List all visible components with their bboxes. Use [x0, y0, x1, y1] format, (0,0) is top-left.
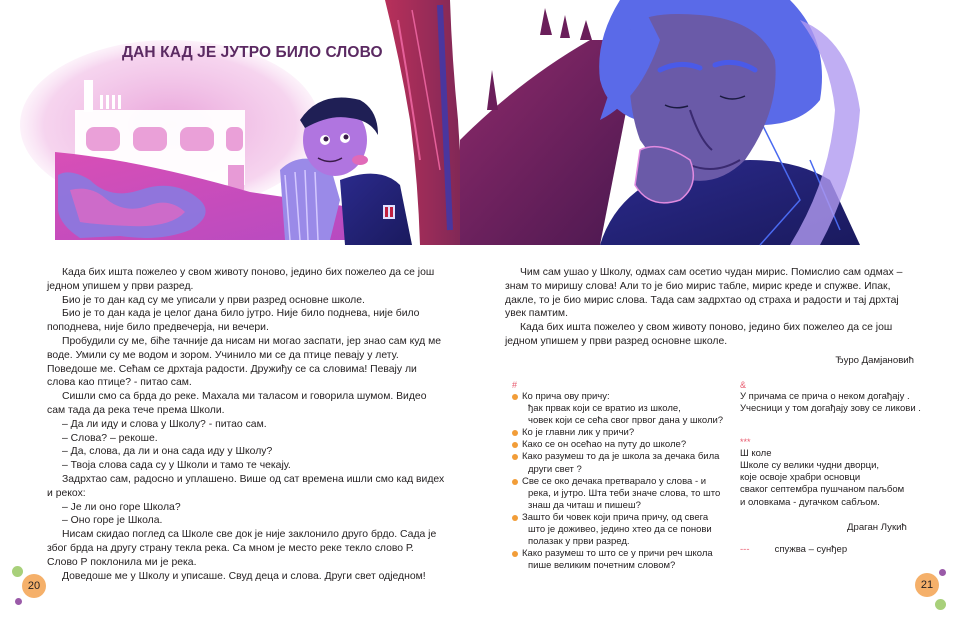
story-illustration — [0, 0, 960, 250]
dialog-line: – Твоја слова сада су у Школи и тамо те чекају. — [62, 460, 291, 472]
poem-line: Школе су велики чудни дворци, — [740, 460, 880, 472]
notes-line: У причама се прича о неком догађају . — [740, 391, 910, 402]
notes-line: Учесници у том догађају зову се ликови . — [740, 403, 921, 415]
decorative-dot-green — [12, 566, 23, 577]
bullet-icon — [512, 430, 518, 436]
story-paragraph: Био је то дан када је целог дана било јутро. Није било поднева, није било поподнева, није било предвечерја, ни вечери. — [47, 308, 420, 334]
question-text: Како се он осећао на путу до школе? — [522, 439, 687, 451]
question-item — [512, 439, 727, 451]
question-text: Како разумеш то што се у причи реч школа — [522, 548, 713, 560]
bullet-icon — [512, 551, 518, 557]
question-text: Зашто би човек који прича причу, од свега — [522, 511, 709, 523]
decorative-dot-green — [935, 599, 946, 610]
poem-title: Ш коле — [740, 448, 772, 460]
story-author: Ђуро Дамјановић — [835, 355, 914, 366]
dialog-line: – Да, слова, да ли и она сада иду у Школу? — [62, 446, 273, 458]
story-title: ДАН КАД ЈЕ ЈУТРО БИЛО СЛОВО — [122, 44, 383, 61]
decorative-dot-purple — [15, 598, 22, 605]
poem-line: које освоје храбри основци — [740, 472, 861, 484]
question-continuation: други свет ? — [528, 463, 582, 475]
story-paragraph: Нисам скидао поглед са Школе све док је није заклонило друго брдо. Сада је због брда на другу страну текла река. Са мном је место реке текло слово Р. Слово Р поклонила ми је река. — [47, 529, 437, 568]
story-paragraph: Када бих ишта пожелео у свом животу поново, једино бих пожелео да се још једном упишем у први разред. — [47, 267, 435, 292]
poem-author: Драган Лукић — [847, 522, 907, 533]
story-paragraph: Задрхтао сам, радосно и уплашено. Више од сат времена ишли смо кад видех и рекох: — [47, 473, 445, 499]
page-number-left: 20 — [22, 574, 46, 598]
question-continuation: знаш да читаш и пишеш? — [528, 499, 641, 511]
poem-line: сваког септембра пушчаном паљбом — [740, 484, 905, 496]
story-paragraph: Када бих ишта пожелео у свом животу поново, једино бих пожелео да се још једном упишем у први разред основне школе. — [505, 322, 893, 347]
question-text: Све се око дечака претварало у слова - и — [522, 475, 707, 487]
question-item — [512, 548, 727, 572]
glossary-marker: --- — [740, 544, 750, 555]
notes-marker: & — [740, 380, 747, 390]
dialog-line: – Оно горе је Школа. — [62, 515, 163, 527]
story-paragraph: Сишли смо са брда до реке. Махала ми таласом и говорила шумом. Видео сам тада да река тече према Школи. — [47, 391, 427, 416]
question-continuation: полазак у први разред. — [528, 536, 630, 548]
bullet-icon — [512, 442, 518, 448]
story-right-column — [505, 266, 915, 349]
questions-list — [512, 391, 727, 572]
story-paragraph: Пробудили су ме, бiће тачније да нисам ни могао заспати, јер знао сам куд ме воде. Умили су ме водом и зором. Учинило ми се да птице певају у лету. Поведоше ме. Сећам се дрхтаја радости. Дружиђу се са словима! Певају ли слова као птице? - питао сам. — [47, 335, 441, 389]
story-paragraph: Чим сам ушао у Школу, одмах сам осетио чудан мирис. Помислио сам одмах – знам то миришу слова! Али то је био мирис табле, мирис креде и спужве. Ипак, дакле, то је био мирис слова. Тада сам задрхтао од страха и радости и тај дрхтај увек памтим. — [505, 267, 903, 320]
questions-marker: # — [512, 380, 518, 390]
question-continuation: што је доживео, једино хтео да се понови — [528, 524, 712, 536]
glossary — [740, 544, 847, 555]
question-text: Ко прича ову причу: — [522, 391, 610, 402]
story-paragraph: Био је то дан кад су ме уписали у први разред основне школе. — [62, 294, 365, 306]
poem-line: и оловкама - дугачком сабљом. — [740, 496, 880, 508]
question-item — [512, 476, 727, 512]
decorative-dot-purple — [939, 569, 946, 576]
bullet-icon — [512, 454, 518, 460]
question-item — [512, 512, 727, 548]
question-item — [512, 427, 727, 439]
dialog-line: – Да ли иду и слова у Школу? - питао сам. — [62, 418, 267, 430]
poem — [740, 437, 930, 508]
bullet-icon — [512, 394, 518, 400]
question-text: Како разумеш то да је школа за дечака била — [522, 451, 720, 463]
question-continuation: ђак првак који се вратио из школе, — [528, 403, 681, 415]
glossary-entry: спужва – сунђер — [774, 544, 848, 555]
notes-section — [740, 380, 930, 509]
dialog-line: – Је ли оно горе Школа? — [62, 501, 181, 513]
question-continuation: река, и јутро. Шта теби значе слова, то што — [528, 487, 721, 499]
illustration-art — [0, 0, 960, 250]
question-continuation: пише великим почетним словом? — [528, 560, 676, 572]
dialog-line: – Слова? – рекоше. — [62, 432, 158, 444]
bullet-icon — [512, 479, 518, 485]
question-item — [512, 451, 727, 475]
question-continuation: човек који се сећа свог првог дана у школи? — [528, 415, 724, 427]
question-text: Ко је главни лик у причи? — [522, 427, 635, 439]
story-left-column — [47, 266, 447, 583]
poem-marker: *** — [740, 437, 751, 448]
story-paragraph: Доведоше ме у Школу и уписаше. Свуд деца и слова. Други свет одједном! — [62, 570, 426, 582]
page-number-right: 21 — [915, 573, 939, 597]
question-item — [512, 391, 727, 427]
old-man-character — [599, 0, 860, 245]
questions-section — [512, 380, 727, 572]
bullet-icon — [512, 515, 518, 521]
